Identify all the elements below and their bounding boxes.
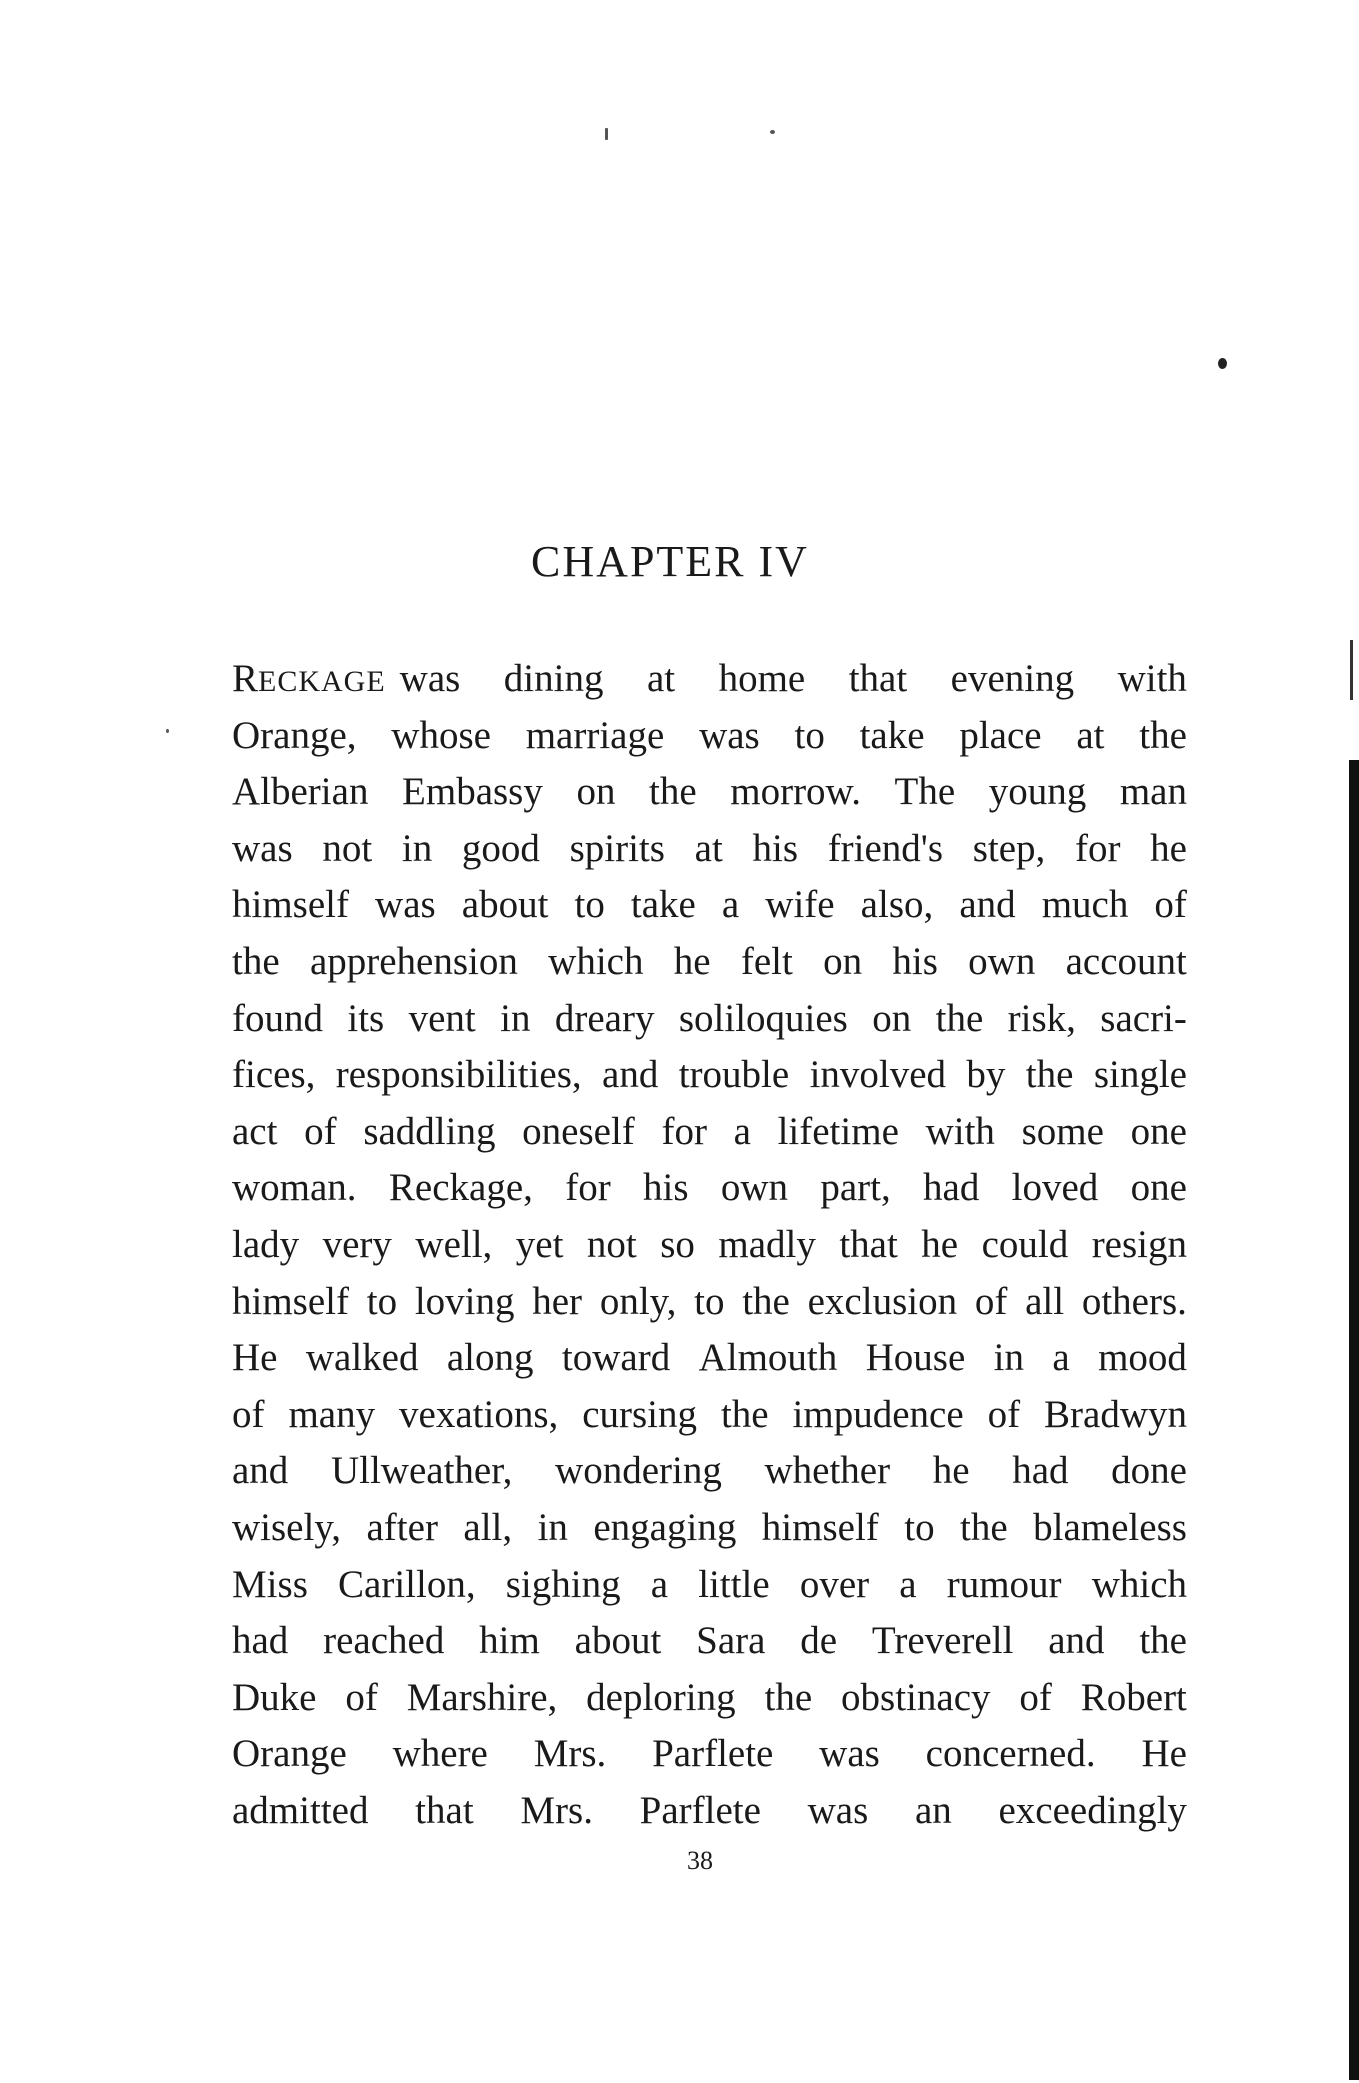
page-number: 38 [687,1846,713,1875]
word: soliloquies [678,996,848,1040]
word: also, [860,883,934,927]
word: after [366,1505,438,1549]
word: morrow. [730,770,861,814]
word: of [345,1675,378,1719]
word: which [1091,1562,1187,1606]
word: him [479,1619,540,1663]
word: he [932,1449,970,1493]
chapter-opening-word [232,651,386,708]
word: Marshire, [406,1675,558,1719]
word: one [1130,1109,1187,1153]
word: wondering [555,1449,722,1493]
word: he [921,1222,959,1266]
word: to [904,1505,935,1549]
word: dining [503,657,604,700]
word: by [966,1053,1006,1097]
word: the [1025,1053,1074,1097]
word: was [375,883,436,927]
word: friend's [827,826,944,870]
word: to [794,713,825,757]
text-line [232,1613,1187,1670]
word: the [1139,713,1187,757]
text-line [232,1783,1187,1840]
word: had [923,1166,980,1210]
word: done [1111,1449,1187,1493]
word: Parflete [652,1732,774,1776]
word: marriage [525,713,665,757]
word: He [1141,1732,1187,1776]
word: Mrs. [533,1732,607,1776]
word: was [807,1788,869,1832]
word: that [839,1222,898,1266]
word: step, [972,826,1046,870]
word: had [1012,1449,1069,1493]
word: the [742,1279,790,1323]
word: the [960,1505,1008,1549]
word: House [865,1336,966,1380]
word: of [232,1392,265,1436]
word: was [819,1732,880,1776]
word: of [974,1279,1008,1323]
word: himself [232,883,349,927]
word: was [232,826,293,870]
word: Duke [232,1675,317,1719]
word: woman. [232,1166,357,1210]
word: mood [1098,1336,1187,1380]
word: The [894,770,956,814]
text-line [232,1330,1187,1387]
text-line [232,1387,1187,1444]
word: exclusion [807,1279,958,1323]
scan-speck [605,128,608,140]
word: own [720,1166,788,1210]
word: exceedingly [998,1788,1187,1832]
word: vent [408,996,476,1040]
word: account [1065,939,1187,983]
word: obstinacy [841,1675,991,1719]
line-text [400,651,1187,708]
word: a [733,1109,751,1153]
word: cursing [582,1392,697,1436]
dropcap-letter: R [232,657,259,700]
word: Ullweather, [330,1449,513,1493]
word: much [1041,883,1129,927]
word: Sara [696,1619,766,1663]
word: take [859,713,925,757]
word: take [630,883,696,927]
word: man [1119,770,1187,814]
text-line [232,1726,1187,1783]
word: that [848,657,908,700]
word: dreary [554,996,655,1040]
word: own [968,939,1036,983]
word: sighing [505,1562,621,1606]
word: Orange [232,1732,347,1776]
word: on [872,996,912,1040]
word: one [1130,1166,1187,1210]
word: with [1117,657,1187,700]
word: Treverell [871,1619,1014,1663]
page-edge-shadow-top [1350,640,1353,700]
word: the [1139,1619,1187,1663]
word: well, [415,1222,493,1266]
word: Robert [1080,1675,1187,1719]
word: oneself [522,1109,635,1153]
word: himself [761,1505,879,1549]
word: evening [950,657,1075,700]
word: to [366,1279,398,1323]
word: was [399,657,461,700]
text-line [232,1500,1187,1557]
word: Mrs. [520,1788,593,1832]
word: Reckage, [388,1166,533,1210]
word: in [993,1336,1024,1380]
text-line [232,1104,1187,1161]
text-line-1 [232,651,1187,708]
word: his [892,939,938,983]
word: felt [740,939,793,983]
scan-speck [1218,358,1227,369]
word: with [925,1109,995,1153]
word: madly [718,1222,816,1266]
word: of [1154,883,1187,927]
word: Miss [232,1562,308,1606]
word: and [959,883,1016,927]
text-line [232,1557,1187,1614]
word: Embassy [402,770,543,814]
word: yet [515,1222,564,1266]
word: trouble [678,1053,790,1097]
word: a [650,1562,669,1606]
word: single [1093,1053,1187,1097]
word: a [721,883,740,927]
word: about [461,883,549,927]
word: an [914,1788,952,1832]
word: all [1025,1279,1065,1323]
word: apprehension [309,939,518,983]
word: rumour [946,1562,1062,1606]
word: he [1150,826,1187,870]
word: that [415,1788,474,1832]
word: his [643,1166,689,1210]
text-line [232,708,1187,765]
smallcaps-rest: ECKAGE [258,665,386,698]
text-line [232,821,1187,878]
word: on [823,939,863,983]
text-line [232,1160,1187,1217]
word: to [694,1279,725,1323]
word: involved [809,1053,947,1097]
word: sacri- [1100,996,1187,1040]
word: a [899,1562,917,1606]
text-line [232,1274,1187,1331]
word: the [764,1675,813,1719]
word: all, [463,1505,513,1549]
word: in [401,826,433,870]
chapter-body [232,651,1187,1839]
word: himself [232,1279,349,1323]
word: in [500,996,531,1040]
word: on [576,770,616,814]
word: wife [765,883,835,927]
word: spirits [569,826,665,870]
word: in [537,1505,568,1549]
word: he [673,939,711,983]
word: lady [232,1222,300,1266]
word: could [981,1222,1069,1266]
text-line [232,991,1187,1048]
word: the [935,996,984,1040]
text-line [232,1443,1187,1500]
word: very [322,1222,392,1266]
word: young [988,770,1087,814]
word: at [646,657,676,700]
word: found [232,996,323,1040]
word: to [574,883,605,927]
word: home [718,657,806,700]
text-line [232,877,1187,934]
word: some [1021,1109,1104,1153]
word: Parflete [639,1788,761,1832]
word: at [694,826,723,870]
word: impudence [792,1392,964,1436]
word: and [232,1449,289,1493]
word: where [392,1732,488,1776]
word: at [1076,713,1105,757]
word: which [548,939,644,983]
word: resign [1091,1222,1187,1266]
word: concerned. [925,1732,1096,1776]
word: risk, [1007,996,1076,1040]
word: its [347,996,385,1040]
word: blameless [1033,1505,1187,1549]
scan-speck [770,130,775,134]
word: her [532,1279,583,1323]
word: for [565,1166,611,1210]
word: so [660,1222,695,1266]
text-line [232,764,1187,821]
word: responsibilities, [335,1053,582,1097]
word: of [304,1109,337,1153]
word: place [959,713,1042,757]
word: whether [764,1449,891,1493]
word: toward [561,1336,671,1380]
word: walked [305,1336,419,1380]
word: deploring [586,1675,736,1719]
word: his [752,826,798,870]
word: loving [414,1279,515,1323]
word: little [698,1562,770,1606]
text-line [232,1047,1187,1104]
text-line [232,1217,1187,1274]
word: vexations, [399,1392,559,1436]
text-line [232,934,1187,991]
word: the [232,939,280,983]
word: over [799,1562,870,1606]
word: Almouth [698,1336,838,1380]
word: of [1019,1675,1052,1719]
word: not [586,1222,637,1266]
word: for [661,1109,707,1153]
word: the [649,770,697,814]
word: along [446,1336,534,1380]
word: not [322,826,373,870]
word: part, [820,1166,891,1210]
word: reached [323,1619,445,1663]
word: many [288,1392,376,1436]
word: for [1074,826,1121,870]
word: had [232,1619,289,1663]
word: whose [391,713,491,757]
word: and [1048,1619,1105,1663]
word: He [232,1336,278,1380]
word: the [720,1392,769,1436]
text-line [232,1670,1187,1727]
word: Carillon, [338,1562,476,1606]
word: of [987,1392,1021,1436]
word: admitted [232,1788,369,1832]
word: engaging [593,1505,737,1549]
word: and [602,1053,659,1097]
word: fices, [232,1053,316,1097]
word: was [699,713,760,757]
chapter-heading: CHAPTER IV [531,537,809,586]
word: act [232,1109,278,1153]
word: wisely, [232,1505,342,1549]
word: a [1052,1336,1070,1380]
word: only, [599,1279,677,1323]
page-edge-shadow [1349,760,1359,2080]
scan-speck [166,729,169,733]
word: lifetime [777,1109,899,1153]
word: Alberian [232,770,369,814]
word: saddling [363,1109,496,1153]
word: loved [1011,1166,1099,1210]
word: others. [1081,1279,1187,1323]
word: about [574,1619,662,1663]
word: de [800,1619,838,1663]
word: good [461,826,540,870]
word: Orange, [232,713,357,757]
word: Bradwyn [1044,1392,1187,1436]
